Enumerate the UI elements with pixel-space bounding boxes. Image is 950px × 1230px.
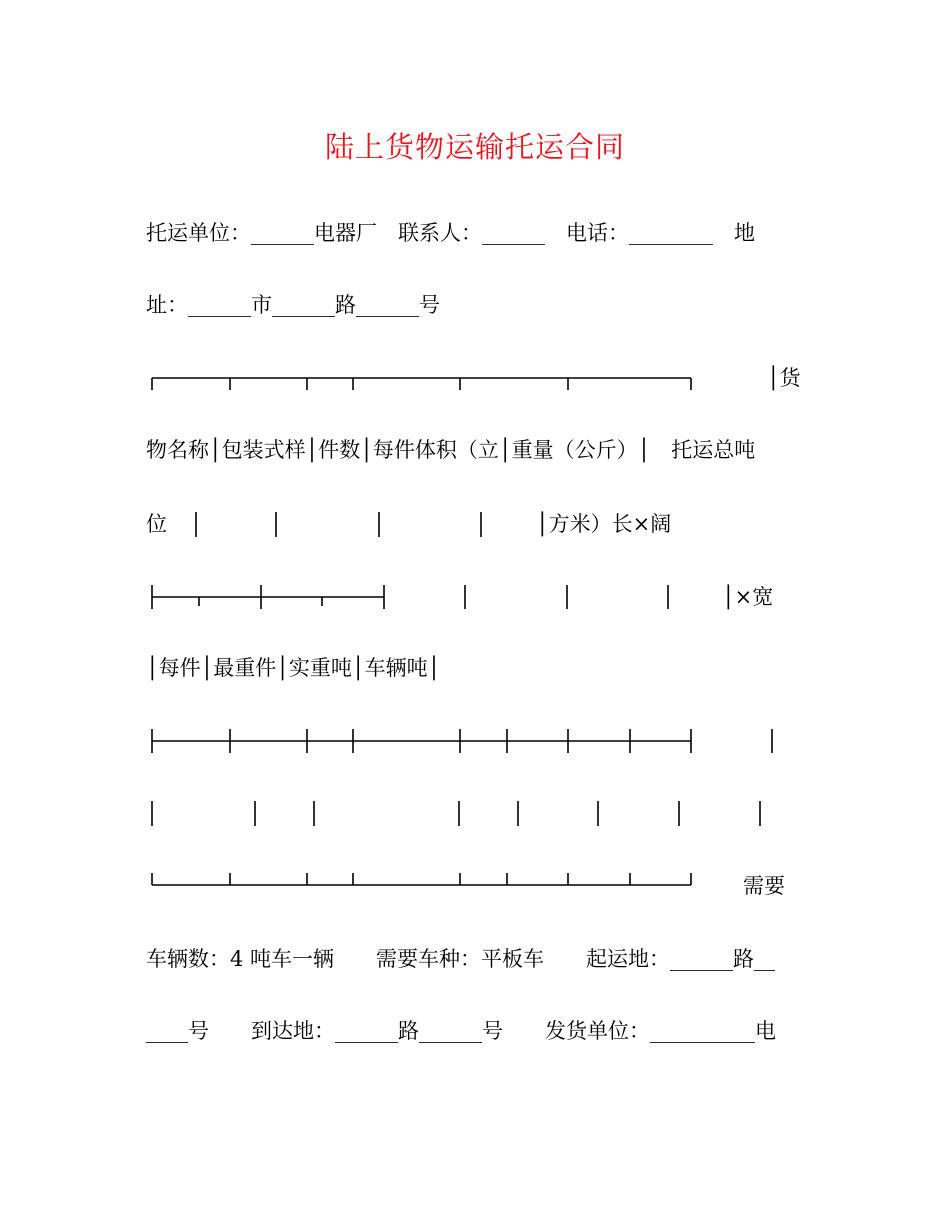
document-title: 陆上货物运输托运合同 [324, 130, 625, 164]
row-width-tail: │×宽 [722, 585, 774, 609]
row-unit-head: 位 [146, 512, 167, 536]
table-header-line: 物名称│包装式样│件数│每件体积（立│重量（公斤）│ 托运总吨 [146, 438, 756, 462]
shipper-info-line: 托运单位：______电器厂 联系人：______ 电话：________ 地 [146, 221, 755, 245]
sub-header-line: │每件│最重件│实重吨│车辆吨│ [146, 656, 441, 680]
row-need-tail: 需要 [743, 874, 785, 898]
destination-line: ____号 到达地：______路______号 发货单位：__________电 [146, 1019, 776, 1043]
vehicle-line: 车辆数：4 吨车一辆 需要车种：平板车 起运地：______路__ [146, 947, 776, 971]
address-line: 址：______市______路______号 [146, 293, 440, 317]
row-goods-tail: │货 [767, 366, 801, 390]
row-volume-tail: │方米）长×阔 [536, 512, 672, 536]
